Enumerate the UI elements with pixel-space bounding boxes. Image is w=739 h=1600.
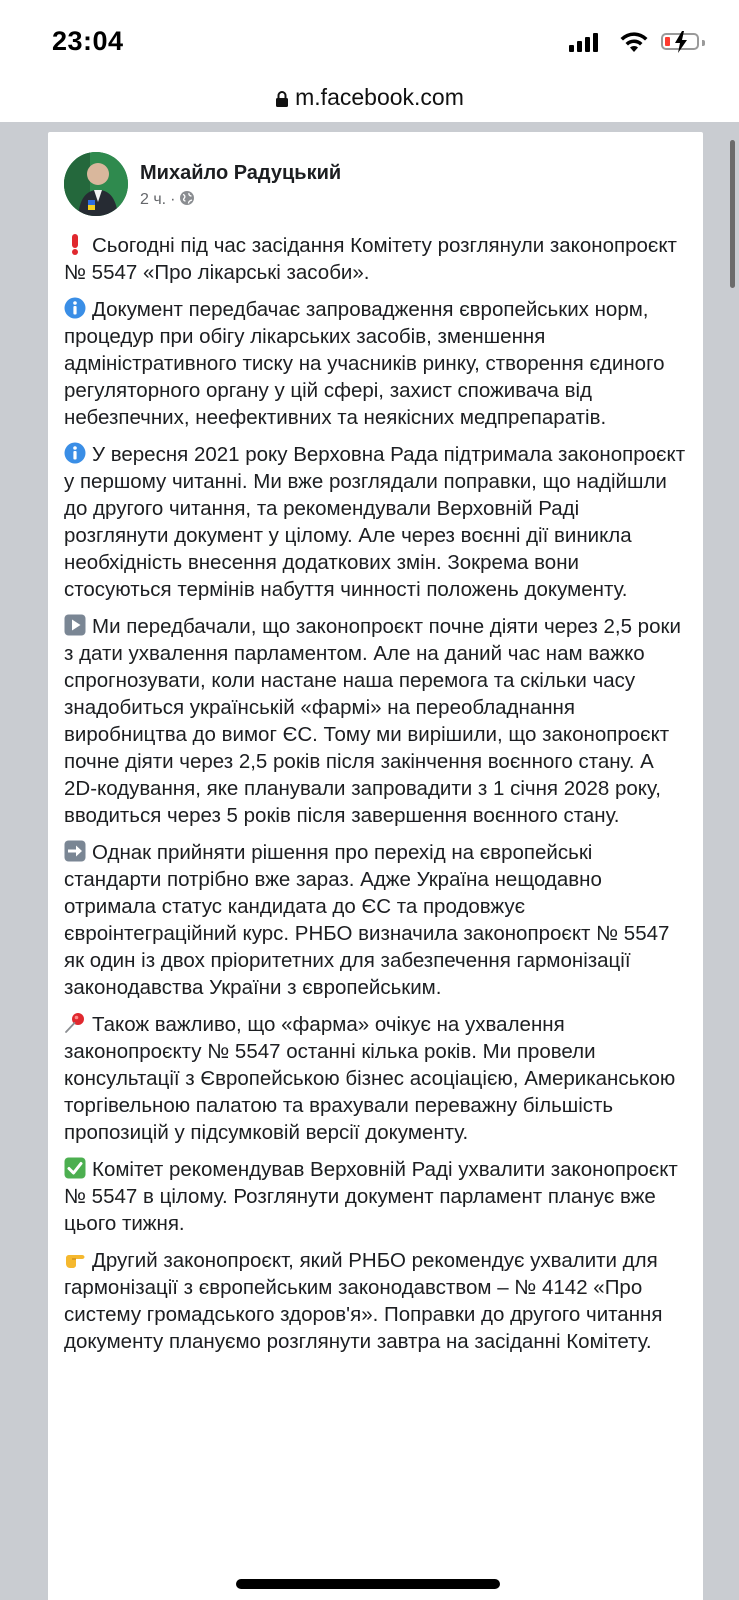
avatar-image [64, 152, 128, 216]
info-icon [64, 442, 86, 464]
avatar[interactable] [64, 152, 128, 216]
post-paragraph: У вересня 2021 року Верховна Рада підтримала законопроєкт у першому читанні. Ми вже розглядали поправки, що надійшли до другого читання, та рекомендували Верховній Раді розглянути документ у цілому. Але через воєнні дії виникла необхідність внесення додаткових змін. Зокрема вони стосуються термінів набуття чинності положень документу. [64, 443, 686, 601]
pushpin-icon [64, 1012, 86, 1034]
post-paragraph: Також важливо, що «фарма» очікує на ухвалення законопроєкту № 5547 останні кілька років. Ми провели консультації з Європейською бізнес асоціацією, Американською торгівельною палатою та врахували переважну більшість пропозицій у підсумковій версії документу. [64, 1013, 676, 1144]
post-meta [140, 190, 195, 209]
pointing-hand-icon [64, 1248, 86, 1270]
check-icon [64, 1157, 86, 1179]
post-paragraph: Ми передбачали, що законопроєкт почне діяти через 2,5 роки з дати ухвалення парламентом. Але на даний час нам важко спрогнозувати, коли настане наша перемога та скільки часу знадобиться українській «фармі» на переобладнання виробництва до вимог ЄС. Тому ми вирішили, що законопроєкт почне діяти через 2,5 років після закінчення воєнного стану. А 2D-кодування, яке планували запровадити з 1 січня 2028 року, вводиться через 5 років після завершення воєнного стану. [64, 615, 681, 827]
status-icons [569, 30, 709, 56]
arrow-right-icon [64, 840, 86, 862]
post-timestamp[interactable]: 2 ч. [140, 191, 167, 208]
browser-address-bar[interactable] [0, 82, 739, 122]
status-time: 23:04 [52, 26, 124, 56]
home-indicator[interactable] [236, 1579, 500, 1589]
lock-icon [275, 90, 289, 108]
wifi-icon [617, 30, 651, 54]
post-paragraph: Другий законопроєкт, який РНБО рекомендує ухвалити для гармонізації з європейським законодавством – № 4142 «Про систему громадського здоров'я». Поправки до другого читання документу плануємо розглянути завтра на засіданні Комітету. [64, 1249, 663, 1353]
url-text: m.facebook.com [295, 84, 464, 110]
globe-icon[interactable] [179, 190, 195, 206]
exclamation-icon [64, 233, 86, 255]
post-author-name[interactable]: Михайло Радуцький [140, 162, 342, 184]
post-text [64, 232, 689, 1365]
meta-separator: · [170, 191, 176, 208]
post-paragraph: Документ передбачає запровадження європейських норм, процедур при обігу лікарських засобів, зменшення адміністративного тиску на учасників ринку, створення єдиного регуляторного органу у цій сфері, захист споживача від небезпечних, неефективних та неякісних медпрепаратів. [64, 298, 665, 429]
charging-bolt-icon [673, 30, 689, 54]
info-icon [64, 297, 86, 319]
play-icon [64, 614, 86, 636]
status-bar [0, 0, 739, 82]
facebook-post [48, 132, 703, 1600]
post-paragraph: Сьогодні під час засідання Комітету розглянули законопроєкт № 5547 «Про лікарські засоби». [64, 234, 677, 284]
post-paragraph: Комітет рекомендував Верховній Раді ухвалити законопроєкт № 5547 в цілому. Розглянути документ парламент планує вже цього тижня. [64, 1158, 678, 1235]
page-scrollbar[interactable] [730, 140, 735, 288]
post-paragraph: Однак прийняти рішення про перехід на європейські стандарти потрібно вже зараз. Адже Україна нещодавно отримала статус кандидата до ЄС та продовжує євроінтеграційний курс. РНБО визначила законопроєкт № 5547 як один із двох пріоритетних для забезпечення гармонізації законодавства України з європейським. [64, 841, 670, 999]
